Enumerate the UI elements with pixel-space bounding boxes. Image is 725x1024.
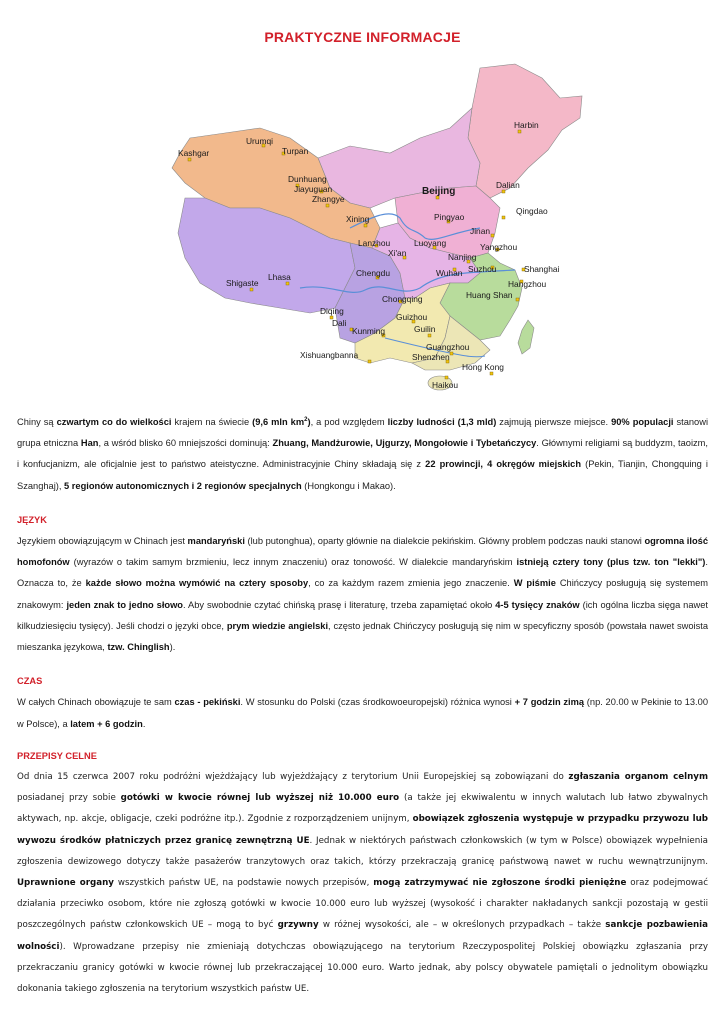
map-label: Qingdao (516, 206, 548, 216)
map-label: Chongqing (382, 294, 423, 304)
map-label: Turpan (282, 146, 309, 156)
map-label: Guizhou (396, 312, 428, 322)
map-label: Pingyao (434, 212, 465, 222)
map-label: Shigaste (226, 278, 259, 288)
map-label: Luoyang (414, 238, 447, 248)
map-label: Dunhuang (288, 174, 327, 184)
map-label: Harbin (514, 120, 539, 130)
map-label: Dali (332, 318, 347, 328)
document-body (17, 412, 708, 1000)
map-label: Kunming (352, 326, 386, 336)
map-label: Chengdu (356, 268, 390, 278)
map-label: Xishuangbanna (300, 350, 359, 360)
customs-paragraph: Od dnia 15 czerwca 2007 roku podróżni wjeżdżający lub wyjeżdżający z terytorium Unii Europejskiej są zobowiązani do zgłaszania organom celnym posiadanej przy sobie gotówki w kwocie równej lub wyższej niż 10.000 euro (a także jej ekwiwalentu w innych walutach lub łatwo zbywalnych aktywach, np. akcje, obligacje, czeki podróżne itp.). Zgodnie z rozporządzeniem unijnym, obowiązek zgłoszenia występuje w przypadku przywozu lub wywozu środków płatniczych przez granicę zewnętrzną UE. Jednak w niektórych państwach członkowskich (w tym w Polsce) obowiązek wypełnienia zgłoszenia dewizowego dotyczy także pasażerów tranzytowych oraz takich, którzy przekraczają granicę państwową nawet w ruchu wewnątrzunijnym. Uprawnione organy wszystkich państw UE, na podstawie nowych przepisów, mogą zatrzymywać nie zgłoszone środki pieniężne oraz podejmować działania przeciwko osobom, które nie zgłoszą gotówki w kwocie 10.000 euro lub wyższej (wysokość i charakter nakładanych sankcji pozostają w gestii poszczególnych państw członkowskich UE – mogą to być grzywny w różnej wysokości, ale – w określonych przypadkach – także sankcje pozbawienia wolności). Wprowadzane przepisy nie zmieniają dotychczas obowiązującego na terytorium Rzeczypospolitej Polskiej obowiązku zgłaszania przy przekraczaniu granicy gotówki w kwocie równej lub przekraczającej 10.000 euro. Warto jednak, aby polscy obywatele pamiętali o jednolitym obowiązku dokonania takiego zgłoszenia na terytorium wszystkich państw UE. (17, 772, 709, 995)
map-label: Diqing (320, 306, 344, 316)
map-label: Haikou (432, 380, 459, 390)
map-label: Hangzhou (508, 279, 547, 289)
map-label: Jiayuguan (294, 184, 333, 194)
map-label: Shenzhen (412, 352, 450, 362)
map-label: Lhasa (268, 272, 291, 282)
map-label: Urumqi (246, 136, 273, 146)
map-label: Jinan (470, 226, 491, 236)
map-label: Lanzhou (358, 238, 391, 248)
intro-paragraph: Chiny są czwartym co do wielkości krajem na świecie (9,6 mln $km^2$), a pod względem liczby ludności (1,3 mld) zajmują pierwsze miejsce. 90% populacji stanowi grupa etniczna Han, a wśród blisko 60 mniejszości dominują: Zhuang, Mandżurowie, Ujgurzy, Mongołowie i Tybetańczycy. Głównymi religiami są buddyzm, taoizm, i konfucjanizm, ale oficjalnie jest to państwo ateistyczne. Administracyjnie Chiny składają się z 22 prowincji, 4 okręgów miejskich (Pekin, Tianjin, Chongquing i Szanghaj), 5 regionów autonomicznych i 2 regionów specjalnych (Hongkongu i Makao). (17, 416, 709, 491)
map-label: Hong Kong (462, 362, 504, 372)
region-northeast (468, 64, 582, 198)
page-title: PRAKTYCZNE INFORMACJE (264, 29, 461, 45)
map-label: Dalian (496, 180, 520, 190)
section-heading-language: JĘZYK (17, 514, 47, 525)
map-label: Xining (346, 214, 370, 224)
map-label: Yangzhou (480, 242, 518, 252)
map-label: Xi'an (388, 248, 407, 258)
map-label-capital: Beijing (422, 186, 456, 197)
time-paragraph: W całych Chinach obowiązuje te sam czas - pekiński. W stosunku do Polski (czas środkowoeuropejski) różnica wynosi + 7 godzin zimą (np. 20.00 w Pekinie to 13.00 w Polsce), a latem + 6 godzin. (17, 697, 708, 729)
language-paragraph: Językiem obowiązującym w Chinach jest mandaryński (lub putonghua), oparty głównie na dialekcie pekińskim. Główny problem podczas nauki stanowi ogromna ilość homofonów (wyrazów o takim samym brzmieniu, lecz innym znaczeniu) oraz tonowość. W dialekcie mandaryńskim istnieją cztery tony (plus tzw. ton "lekki"). Oznacza to, że każde słowo można wymówić na cztery sposoby, co za każdym razem zmienia jego znaczenie. W piśmie Chińczycy posługują się systemem znakowym: jeden znak to jedno słowo. Aby swobodnie czytać chińską prasę i literaturę, trzeba zapamiętać około 4-5 tysięcy znaków (ich ogólna liczba sięga nawet kilkudziesięciu tysięcy). Jeśli chodzi o języki obce, prym wiedzie angielski, często jednak Chińczycy posługują się nim w specyficzny sposób (powstała nawet swoista mieszanka językowa, tzw. Chinglish). (17, 536, 709, 653)
map-label: Zhangye (312, 194, 345, 204)
map-label: Guilin (414, 324, 436, 334)
map-label: Suzhou (468, 264, 497, 274)
section-heading-time: CZAS (17, 676, 43, 687)
map-label: Wuhan (436, 268, 463, 278)
map-label: Nanjing (448, 252, 477, 262)
map-label: Kashgar (178, 148, 210, 158)
region-taiwan (518, 320, 534, 354)
map-label: Huang Shan (466, 290, 513, 300)
map-label: Guangzhou (426, 342, 470, 352)
map-label: Shanghai (524, 264, 560, 274)
section-heading-customs: PRZEPISY CELNE (17, 750, 97, 761)
china-map (150, 58, 590, 400)
